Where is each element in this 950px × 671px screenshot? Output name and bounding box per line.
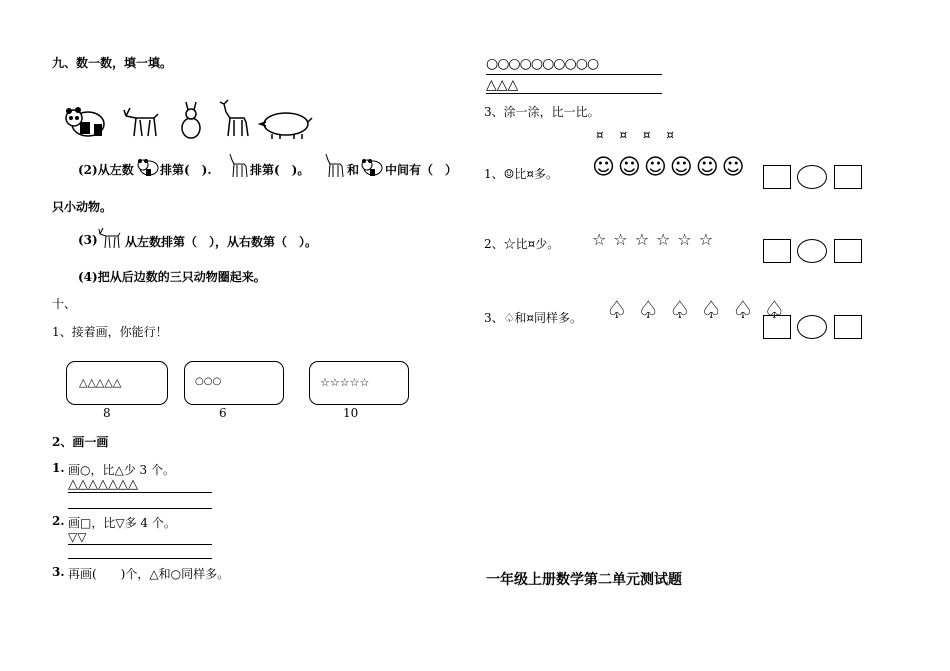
answer-box[interactable] bbox=[834, 165, 862, 189]
smiley-row: ☺☺☺☺☺☺ bbox=[592, 155, 748, 180]
q2-part-c: 排第( )。 bbox=[250, 163, 310, 177]
item-2-triangles: ▽▽ bbox=[68, 530, 87, 544]
q2-part-f: 只小动物。 bbox=[52, 200, 113, 214]
answer-box[interactable] bbox=[763, 315, 791, 339]
section-3-title: 3、涂一涂，比一比。 bbox=[484, 105, 600, 119]
q2-part-e: 中间有（ ） bbox=[385, 163, 458, 177]
page-title: 一年级上册数学第二单元测试题 bbox=[486, 572, 682, 588]
triangles-row: △△△ bbox=[486, 77, 519, 93]
answer-box[interactable] bbox=[834, 315, 862, 339]
box-count: 10 bbox=[343, 406, 359, 420]
spade-row: ♤♤♤♤♤♤ bbox=[606, 296, 796, 324]
row-line[interactable] bbox=[486, 93, 662, 94]
item-3-label: 3. bbox=[52, 565, 65, 579]
box-count: 6 bbox=[219, 406, 227, 420]
answer-line[interactable] bbox=[68, 508, 212, 509]
compare-circle[interactable] bbox=[797, 239, 827, 263]
q2-part-b: 排第( ). bbox=[160, 163, 212, 177]
deer-icon bbox=[96, 226, 124, 250]
item-1-text: 画○，比△少 3 个。 bbox=[68, 463, 175, 477]
answer-line bbox=[68, 544, 212, 545]
box-pattern: △△△△△ bbox=[79, 376, 122, 389]
fawn-icon bbox=[214, 100, 254, 140]
q4-text: (4)把从后边数的三只动物圈起来。 bbox=[78, 270, 266, 284]
q2-part-d: 和 bbox=[347, 163, 360, 177]
deer-icon bbox=[120, 104, 164, 140]
fawn-icon bbox=[224, 151, 250, 179]
panda-icon bbox=[361, 157, 383, 177]
box-pattern: ☆☆☆☆☆ bbox=[320, 376, 370, 389]
section-9-title: 九、数一数，填一填。 bbox=[52, 56, 173, 70]
answer-box[interactable] bbox=[763, 239, 791, 263]
item-2-text: 画□，比▽多 4 个。 bbox=[68, 516, 176, 530]
row-line bbox=[486, 74, 662, 75]
answer-line[interactable] bbox=[68, 558, 212, 559]
box-count: 8 bbox=[103, 406, 111, 420]
pig-icon bbox=[258, 108, 314, 140]
answer-box[interactable] bbox=[763, 165, 791, 189]
row-1-label: 1、☺比¤多。 bbox=[484, 167, 559, 181]
draw1-title: 1、接着画，你能行！ bbox=[52, 325, 168, 339]
reference-row: ¤ ¤ ¤ ¤ bbox=[596, 128, 674, 142]
circles-row: ○○○○○○○○○○ bbox=[486, 56, 599, 72]
item-2-label: 2. bbox=[52, 514, 65, 528]
row-2-label: 2、☆比¤少。 bbox=[484, 237, 560, 251]
answer-line bbox=[68, 492, 212, 493]
q2-part-a: (2)从左数 bbox=[78, 163, 134, 177]
continue-box[interactable] bbox=[184, 361, 284, 405]
item-1-label: 1. bbox=[52, 461, 65, 475]
box-pattern: ○○○ bbox=[195, 376, 222, 387]
compare-circle[interactable] bbox=[797, 165, 827, 189]
draw2-title: 2、画一画 bbox=[52, 435, 109, 449]
rabbit-icon bbox=[176, 102, 206, 140]
star-row: ☆☆☆☆☆☆ bbox=[592, 230, 721, 249]
q3-text: 从左数排第（ ），从右数第（ ）。 bbox=[125, 235, 318, 249]
section-10-title: 十、 bbox=[52, 297, 77, 311]
continue-box[interactable] bbox=[66, 361, 168, 405]
item-1-triangles: △△△△△△△ bbox=[68, 477, 138, 492]
panda-icon bbox=[64, 104, 108, 140]
q3-prefix: (3) bbox=[78, 233, 98, 247]
row-3-label: 3、♤和¤同样多。 bbox=[484, 311, 583, 325]
compare-circle[interactable] bbox=[797, 315, 827, 339]
panda-icon bbox=[137, 157, 159, 177]
fawn-icon bbox=[320, 151, 346, 179]
answer-box[interactable] bbox=[834, 239, 862, 263]
continue-box[interactable] bbox=[309, 361, 409, 405]
item-3-text: 再画( )个，△和○同样多。 bbox=[68, 567, 230, 581]
